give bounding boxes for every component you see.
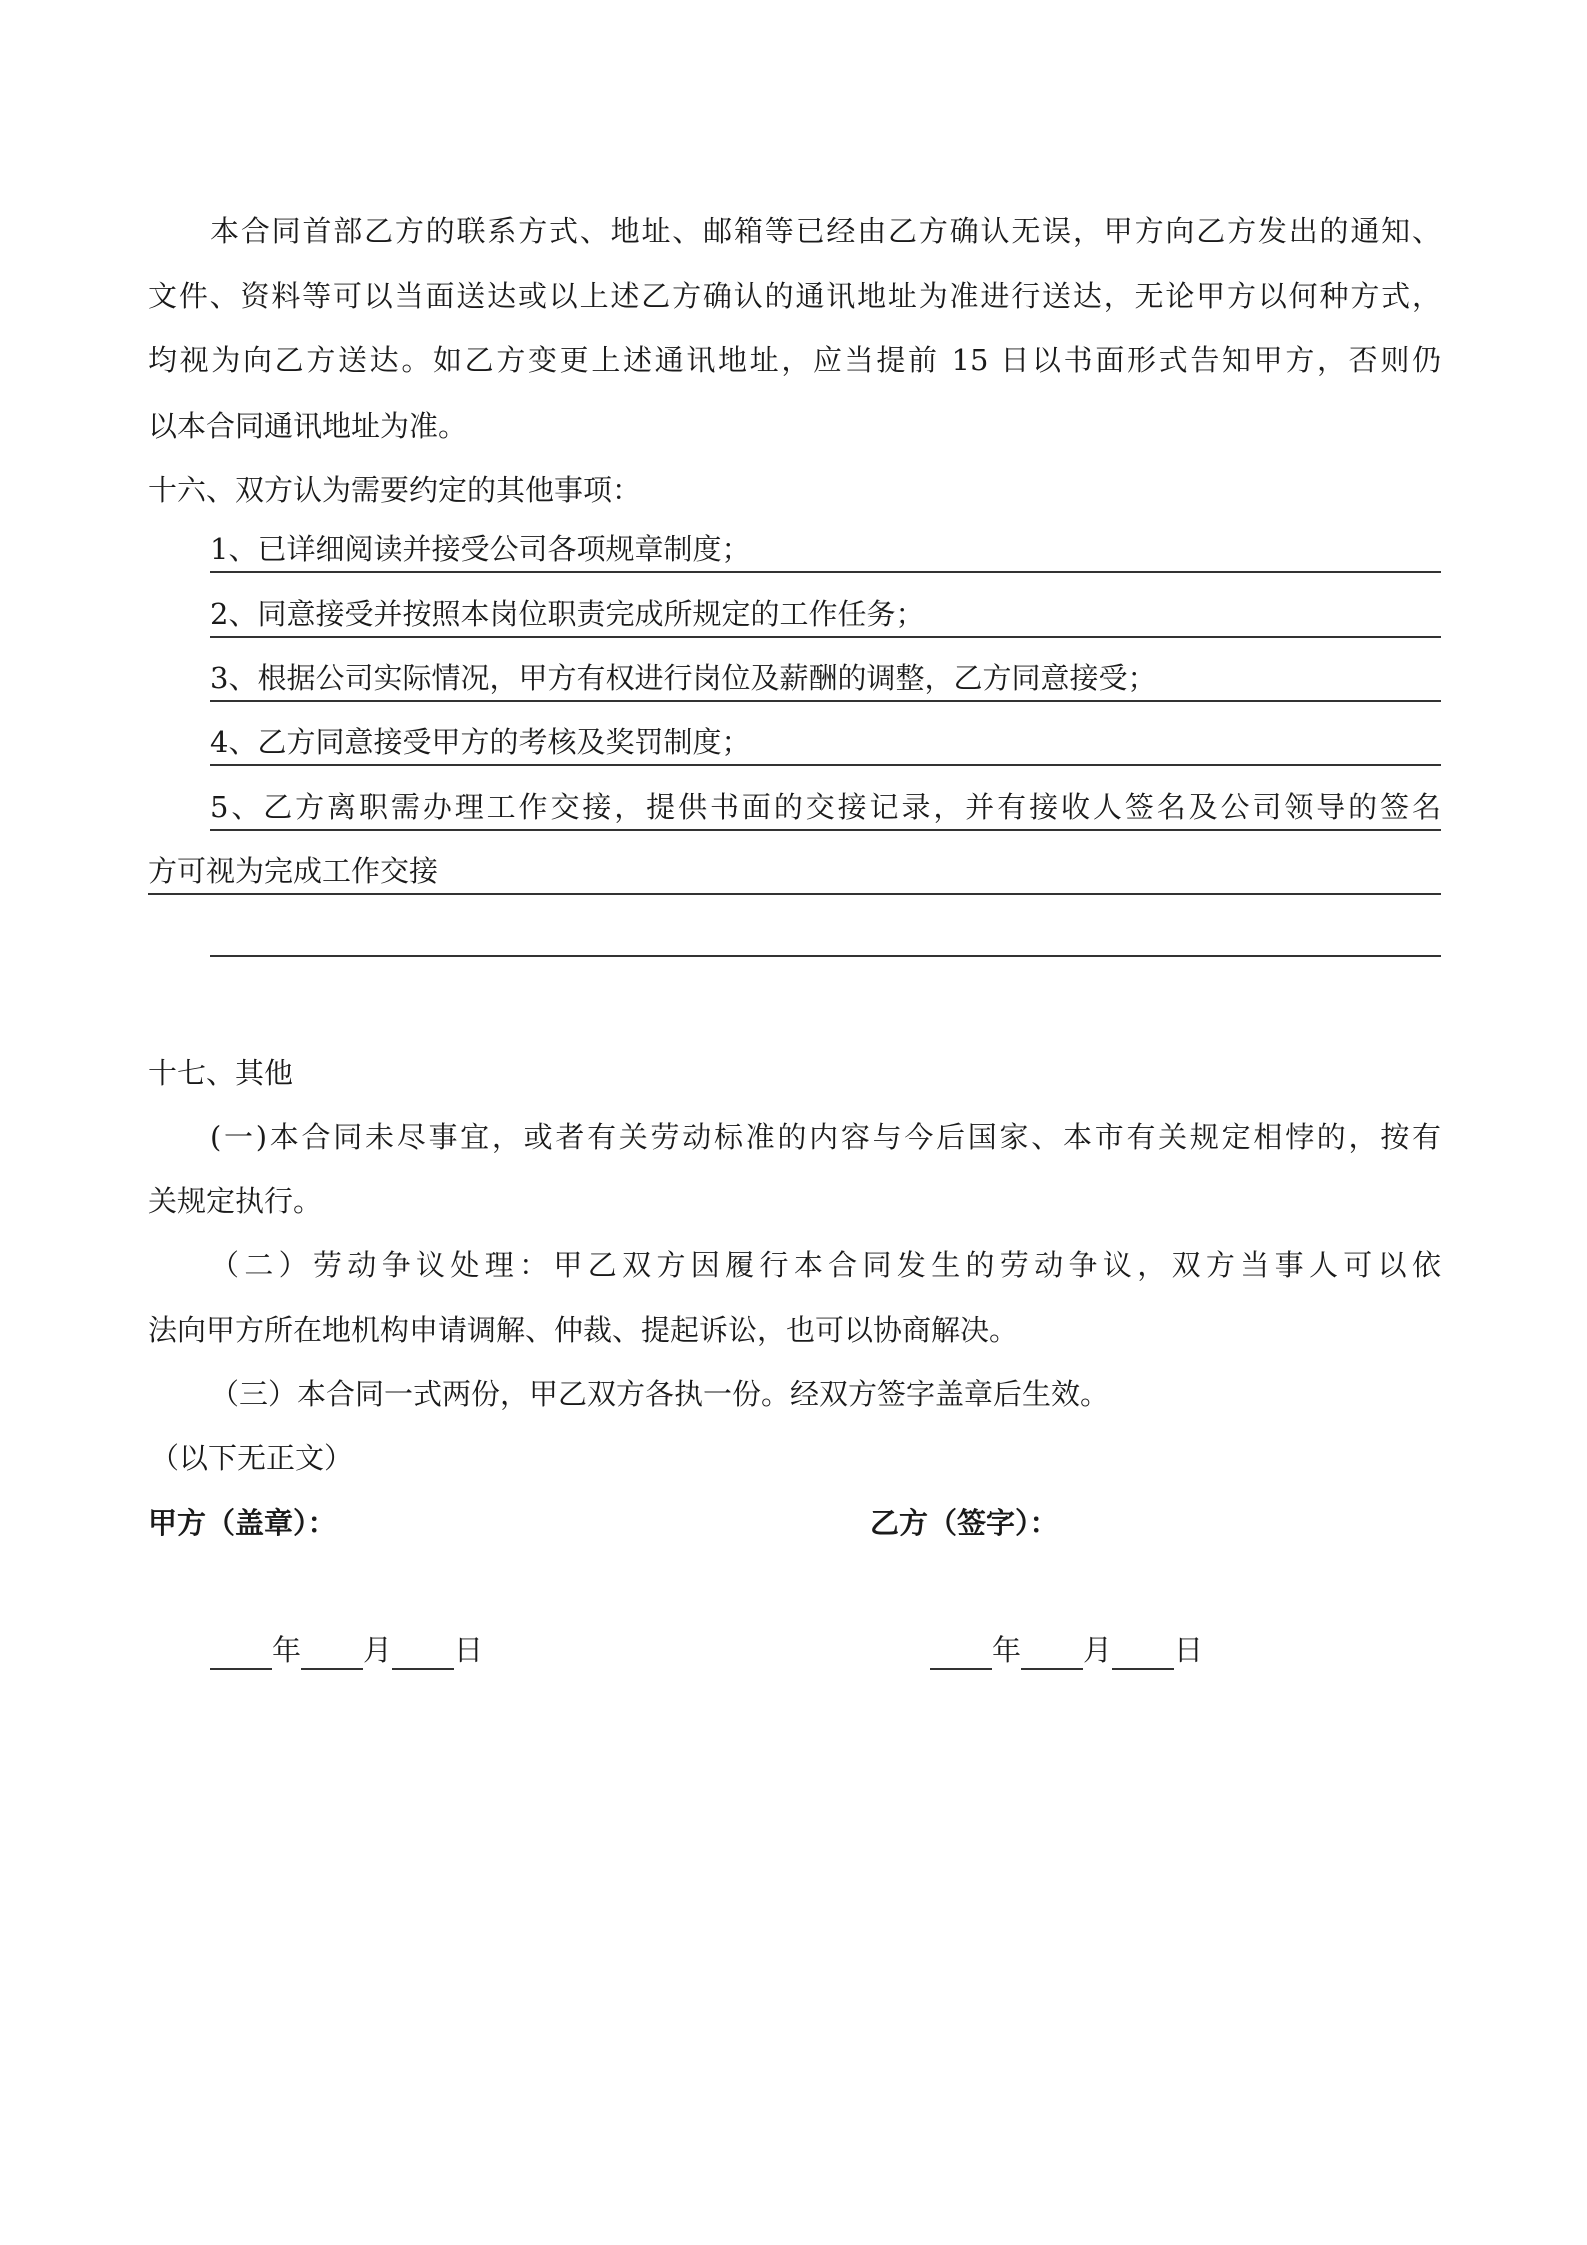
item-text: 方可视为完成工作交接 bbox=[148, 854, 439, 888]
end-note: （以下无正文） bbox=[150, 1441, 354, 1475]
section-17-p1-line-2: 关规定执行。 bbox=[148, 1184, 323, 1218]
section-17-p2-line-1: （二）劳动争议处理：甲乙双方因履行本合同发生的劳动争议，双方当事人可以依 bbox=[210, 1248, 1441, 1282]
item-text: 4、乙方同意接受甲方的考核及奖罚制度； bbox=[210, 725, 751, 759]
month-blank[interactable] bbox=[1021, 1638, 1083, 1670]
section-16-blank-line bbox=[210, 955, 1441, 957]
party-a-date bbox=[210, 1630, 483, 1670]
item-text: 5、乙方离职需办理工作交接，提供书面的交接记录，并有接收人签名及公司领导的签名 bbox=[210, 790, 1441, 824]
year-label: 年 bbox=[272, 1633, 302, 1667]
delivery-clause-line-1: 本合同首部乙方的联系方式、地址、邮箱等已经由乙方确认无误，甲方向乙方发出的通知、 bbox=[210, 214, 1441, 248]
delivery-clause-line-3: 均视为向乙方送达。如乙方变更上述通讯地址，应当提前 15 日以书面形式告知甲方，否则仍 bbox=[148, 343, 1441, 377]
section-16-item-3 bbox=[210, 656, 1441, 702]
party-b-signature-label: 乙方（签字）： bbox=[870, 1506, 1059, 1540]
month-label: 月 bbox=[363, 1633, 393, 1667]
item-text: 2、同意接受并按照本岗位职责完成所规定的工作任务； bbox=[210, 597, 925, 631]
section-17-heading: 十七、其他 bbox=[148, 1056, 294, 1090]
day-blank[interactable] bbox=[392, 1638, 454, 1670]
day-label: 日 bbox=[454, 1633, 484, 1667]
month-label: 月 bbox=[1083, 1633, 1113, 1667]
year-label: 年 bbox=[992, 1633, 1022, 1667]
section-16-item-5 bbox=[210, 785, 1441, 831]
section-16-item-5-continued bbox=[148, 849, 1441, 895]
delivery-clause-line-4: 以本合同通讯地址为准。 bbox=[148, 409, 468, 443]
section-17-p3: （三）本合同一式两份，甲乙双方各执一份。经双方签字盖章后生效。 bbox=[210, 1377, 1110, 1411]
year-blank[interactable] bbox=[930, 1638, 992, 1670]
item-text: 1、已详细阅读并接受公司各项规章制度； bbox=[210, 532, 751, 566]
section-16-item-1 bbox=[210, 527, 1441, 573]
party-b-date bbox=[930, 1630, 1203, 1670]
section-17-p1-line-1: (一)本合同未尽事宜，或者有关劳动标准的内容与今后国家、本市有关规定相悖的，按有 bbox=[210, 1120, 1441, 1154]
party-a-seal-label: 甲方（盖章）： bbox=[148, 1506, 337, 1540]
item-text: 3、根据公司实际情况，甲方有权进行岗位及薪酬的调整，乙方同意接受； bbox=[210, 661, 1157, 695]
section-16-item-4 bbox=[210, 720, 1441, 766]
section-17-p2-line-2: 法向甲方所在地机构申请调解、仲裁、提起诉讼，也可以协商解决。 bbox=[148, 1313, 1019, 1347]
delivery-clause-line-2: 文件、资料等可以当面送达或以上述乙方确认的通讯地址为准进行送达，无论甲方以何种方式， bbox=[148, 279, 1441, 313]
section-16-item-2 bbox=[210, 592, 1441, 638]
month-blank[interactable] bbox=[301, 1638, 363, 1670]
day-blank[interactable] bbox=[1112, 1638, 1174, 1670]
day-label: 日 bbox=[1174, 1633, 1204, 1667]
year-blank[interactable] bbox=[210, 1638, 272, 1670]
section-16-heading: 十六、双方认为需要约定的其他事项： bbox=[148, 473, 642, 507]
